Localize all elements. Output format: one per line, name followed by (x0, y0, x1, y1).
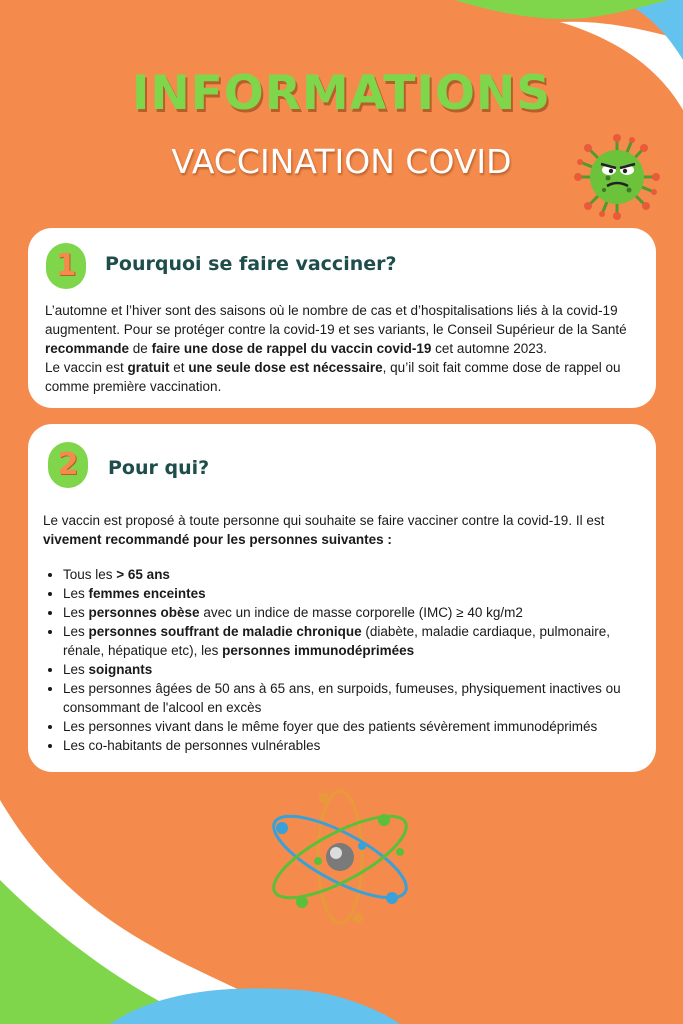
list-item (63, 622, 646, 660)
section-heading: Pour qui? (108, 457, 210, 479)
emphasis-text: gratuit (127, 360, 170, 375)
paragraph (45, 301, 644, 358)
paragraph (45, 358, 644, 396)
emphasis-text: recommande (45, 341, 130, 356)
emphasis-text: femmes enceintes (88, 586, 206, 601)
emphasis-text: personnes obèse (88, 605, 200, 620)
text-run: Les (63, 586, 89, 601)
section-for-whom (28, 424, 656, 772)
emphasis-text: faire une dose de rappel du vaccin covid-19 (151, 341, 432, 356)
text-run: Le vaccin est (45, 360, 128, 375)
text-run: Les personnes âgées de 50 ans à 65 ans, en surpoids, fumeuses, physiquement inactives ou consommant de l'alcool en excès (63, 681, 621, 715)
text-run: cet automne 2023. (431, 341, 548, 356)
target-group-list (43, 565, 646, 755)
page-subtitle: VACCINATION COVID (171, 142, 512, 181)
section-body (45, 301, 644, 396)
emphasis-text: personnes souffrant de maladie chronique (88, 624, 362, 639)
text-run: , qu’il soit fait comme dose de rappel ou comme première vaccination. (45, 360, 621, 394)
text-run: (diabète, maladie cardiaque, pulmonaire, rénale, hépatique etc), les (63, 624, 610, 658)
text-run: de (129, 341, 152, 356)
list-item (63, 736, 646, 755)
section-heading: Pourquoi se faire vacciner? (105, 253, 397, 275)
text-run: Les co-habitants de personnes vulnérables (63, 738, 321, 753)
emphasis-text: > 65 ans (116, 567, 170, 582)
emphasis-text: personnes immunodéprimées (222, 643, 415, 658)
list-item (63, 565, 646, 584)
list-item (63, 603, 646, 622)
section-why-vaccinate (28, 228, 656, 408)
section-number-badge: 2 (48, 442, 88, 488)
list-item (63, 717, 646, 736)
text-run: Le vaccin est proposé à toute personne qui souhaite se faire vacciner contre la covid-19. Il est (43, 513, 605, 528)
atom-icon (262, 786, 418, 928)
text-run: avec un indice de masse corporelle (IMC) ≥ 40 kg/m2 (199, 605, 523, 620)
emphasis-text: vivement recommandé pour les personnes suivantes : (43, 532, 392, 547)
text-run: Tous les (63, 567, 117, 582)
emphasis-text: une seule dose est nécessaire (188, 360, 383, 375)
section-intro (43, 511, 644, 549)
section-number-badge: 1 (46, 243, 86, 289)
text-run: Les (63, 605, 89, 620)
text-run: et (169, 360, 189, 375)
text-run: L’automne et l’hiver sont des saisons où le nombre de cas et d’hospitalisations liés à la covid-19 augmentent. Pour se protéger contre la covid-19 et ses variants, le Conseil Supérieur de la Santé (45, 303, 627, 337)
virus-icon (574, 134, 660, 220)
emphasis-text: soignants (88, 662, 153, 677)
list-item (63, 584, 646, 603)
page-title: INFORMATIONS (131, 66, 552, 121)
text-run: Les personnes vivant dans le même foyer que des patients sévèrement immunodéprimés (63, 719, 598, 734)
list-item (63, 660, 646, 679)
text-run: Les (63, 624, 89, 639)
text-run: Les (63, 662, 89, 677)
list-item (63, 679, 646, 717)
